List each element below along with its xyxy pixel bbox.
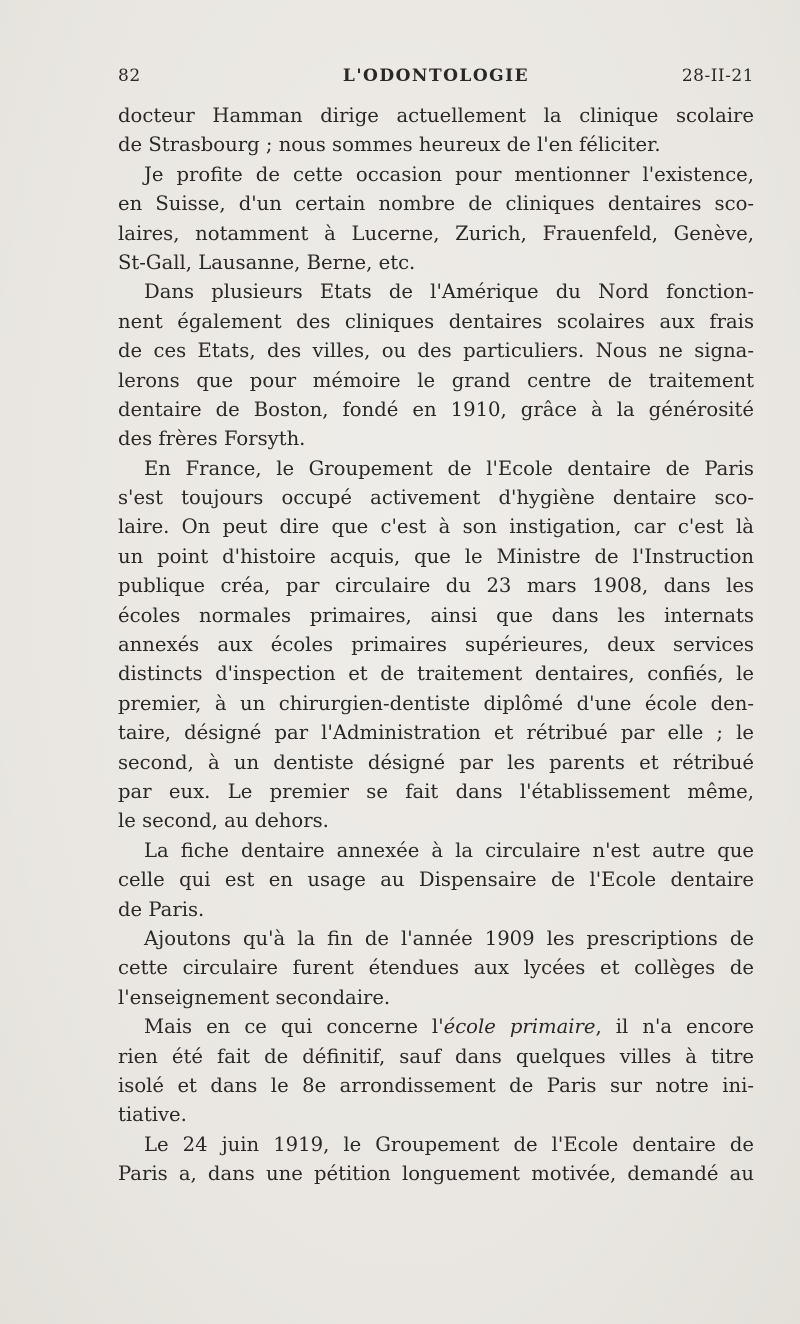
text-line: laires, notamment à Lucerne, Zurich, Frauenfeld, Genève,	[118, 221, 754, 245]
text-line: en Suisse, d'un certain nombre de cliniques dentaires sco-	[118, 192, 754, 216]
page-number: 82	[118, 66, 141, 86]
text-run: , il n'a encore	[595, 1015, 754, 1039]
text-line: un point d'histoire acquis, que le Ministre de l'Instruction	[118, 544, 754, 568]
text-line: celle qui est en usage au Dispensaire de l'Ecole dentaire	[118, 868, 754, 892]
text-line: Ajoutons qu'à la fin de l'année 1909 les prescriptions de	[144, 926, 754, 950]
text-line: La fiche dentaire annexée à la circulaire n'est autre que	[144, 838, 754, 862]
text-line: de Paris.	[118, 897, 205, 921]
paragraph	[118, 454, 754, 836]
text-line: Paris a, dans une pétition longuement motivée, demandé au	[118, 1162, 754, 1186]
text-line: En France, le Groupement de l'Ecole dentaire de Paris	[144, 456, 754, 480]
text-line: le second, au dehors.	[118, 809, 329, 833]
text-line: de Strasbourg ; nous sommes heureux de l'en féliciter.	[118, 133, 661, 157]
running-header	[118, 66, 754, 90]
paragraph	[118, 924, 754, 1012]
text-line: Le 24 juin 1919, le Groupement de l'Ecole dentaire de	[144, 1132, 754, 1156]
text-line: St-Gall, Lausanne, Berne, etc.	[118, 250, 416, 274]
paragraph	[118, 1012, 754, 1130]
text-line: tiative.	[118, 1103, 187, 1127]
text-run: Mais en ce qui concerne l'	[144, 1015, 444, 1039]
text-line	[118, 1012, 754, 1041]
text-line: écoles normales primaires, ainsi que dans les internats	[118, 603, 754, 627]
text-line: nent également des cliniques dentaires scolaires aux frais	[118, 309, 754, 333]
text-line: s'est toujours occupé activement d'hygiène dentaire sco-	[118, 486, 754, 510]
italic-phrase: école primaire	[443, 1015, 596, 1039]
text-line: annexés aux écoles primaires supérieures, deux services	[118, 633, 754, 657]
text-line: isolé et dans le 8e arrondissement de Paris sur notre ini-	[118, 1073, 754, 1097]
paragraph	[118, 277, 754, 453]
text-line: docteur Hamman dirige actuellement la clinique scolaire	[118, 104, 754, 127]
text-line: dentaire de Boston, fondé en 1910, grâce à la générosité	[118, 397, 754, 421]
paragraph	[118, 836, 754, 924]
journal-title: L'ODONTOLOGIE	[342, 66, 530, 86]
text-line: publique créa, par circulaire du 23 mars 1908, dans les	[118, 574, 754, 598]
paragraph	[118, 160, 754, 278]
body-text	[118, 101, 754, 1188]
text-line: cette circulaire furent étendues aux lycées et collèges de	[118, 956, 754, 980]
text-line: de ces Etats, des villes, ou des particuliers. Nous ne signa-	[118, 339, 754, 363]
text-line: distincts d'inspection et de traitement dentaires, confiés, le	[118, 662, 754, 686]
text-line: second, à un dentiste désigné par les parents et rétribué	[118, 750, 754, 774]
paragraph	[118, 1130, 754, 1189]
text-line: Dans plusieurs Etats de l'Amérique du Nord fonction-	[144, 280, 754, 304]
paragraph	[118, 101, 754, 160]
text-line: Je profite de cette occasion pour mentionner l'existence,	[144, 162, 754, 186]
text-line: lerons que pour mémoire le grand centre de traitement	[118, 368, 754, 392]
text-line: taire, désigné par l'Administration et rétribué par elle ; le	[118, 721, 754, 745]
text-line: par eux. Le premier se fait dans l'établissement même,	[118, 779, 754, 803]
text-line: des frères Forsyth.	[118, 427, 306, 451]
issue-date: 28-II-21	[681, 66, 754, 86]
text-line: laire. On peut dire que c'est à son instigation, car c'est là	[118, 515, 754, 539]
text-line: rien été fait de définitif, sauf dans quelques villes à titre	[118, 1044, 754, 1068]
text-line: premier, à un chirurgien-dentiste diplômé d'une école den-	[118, 691, 754, 715]
text-line: l'enseignement secondaire.	[118, 985, 391, 1009]
